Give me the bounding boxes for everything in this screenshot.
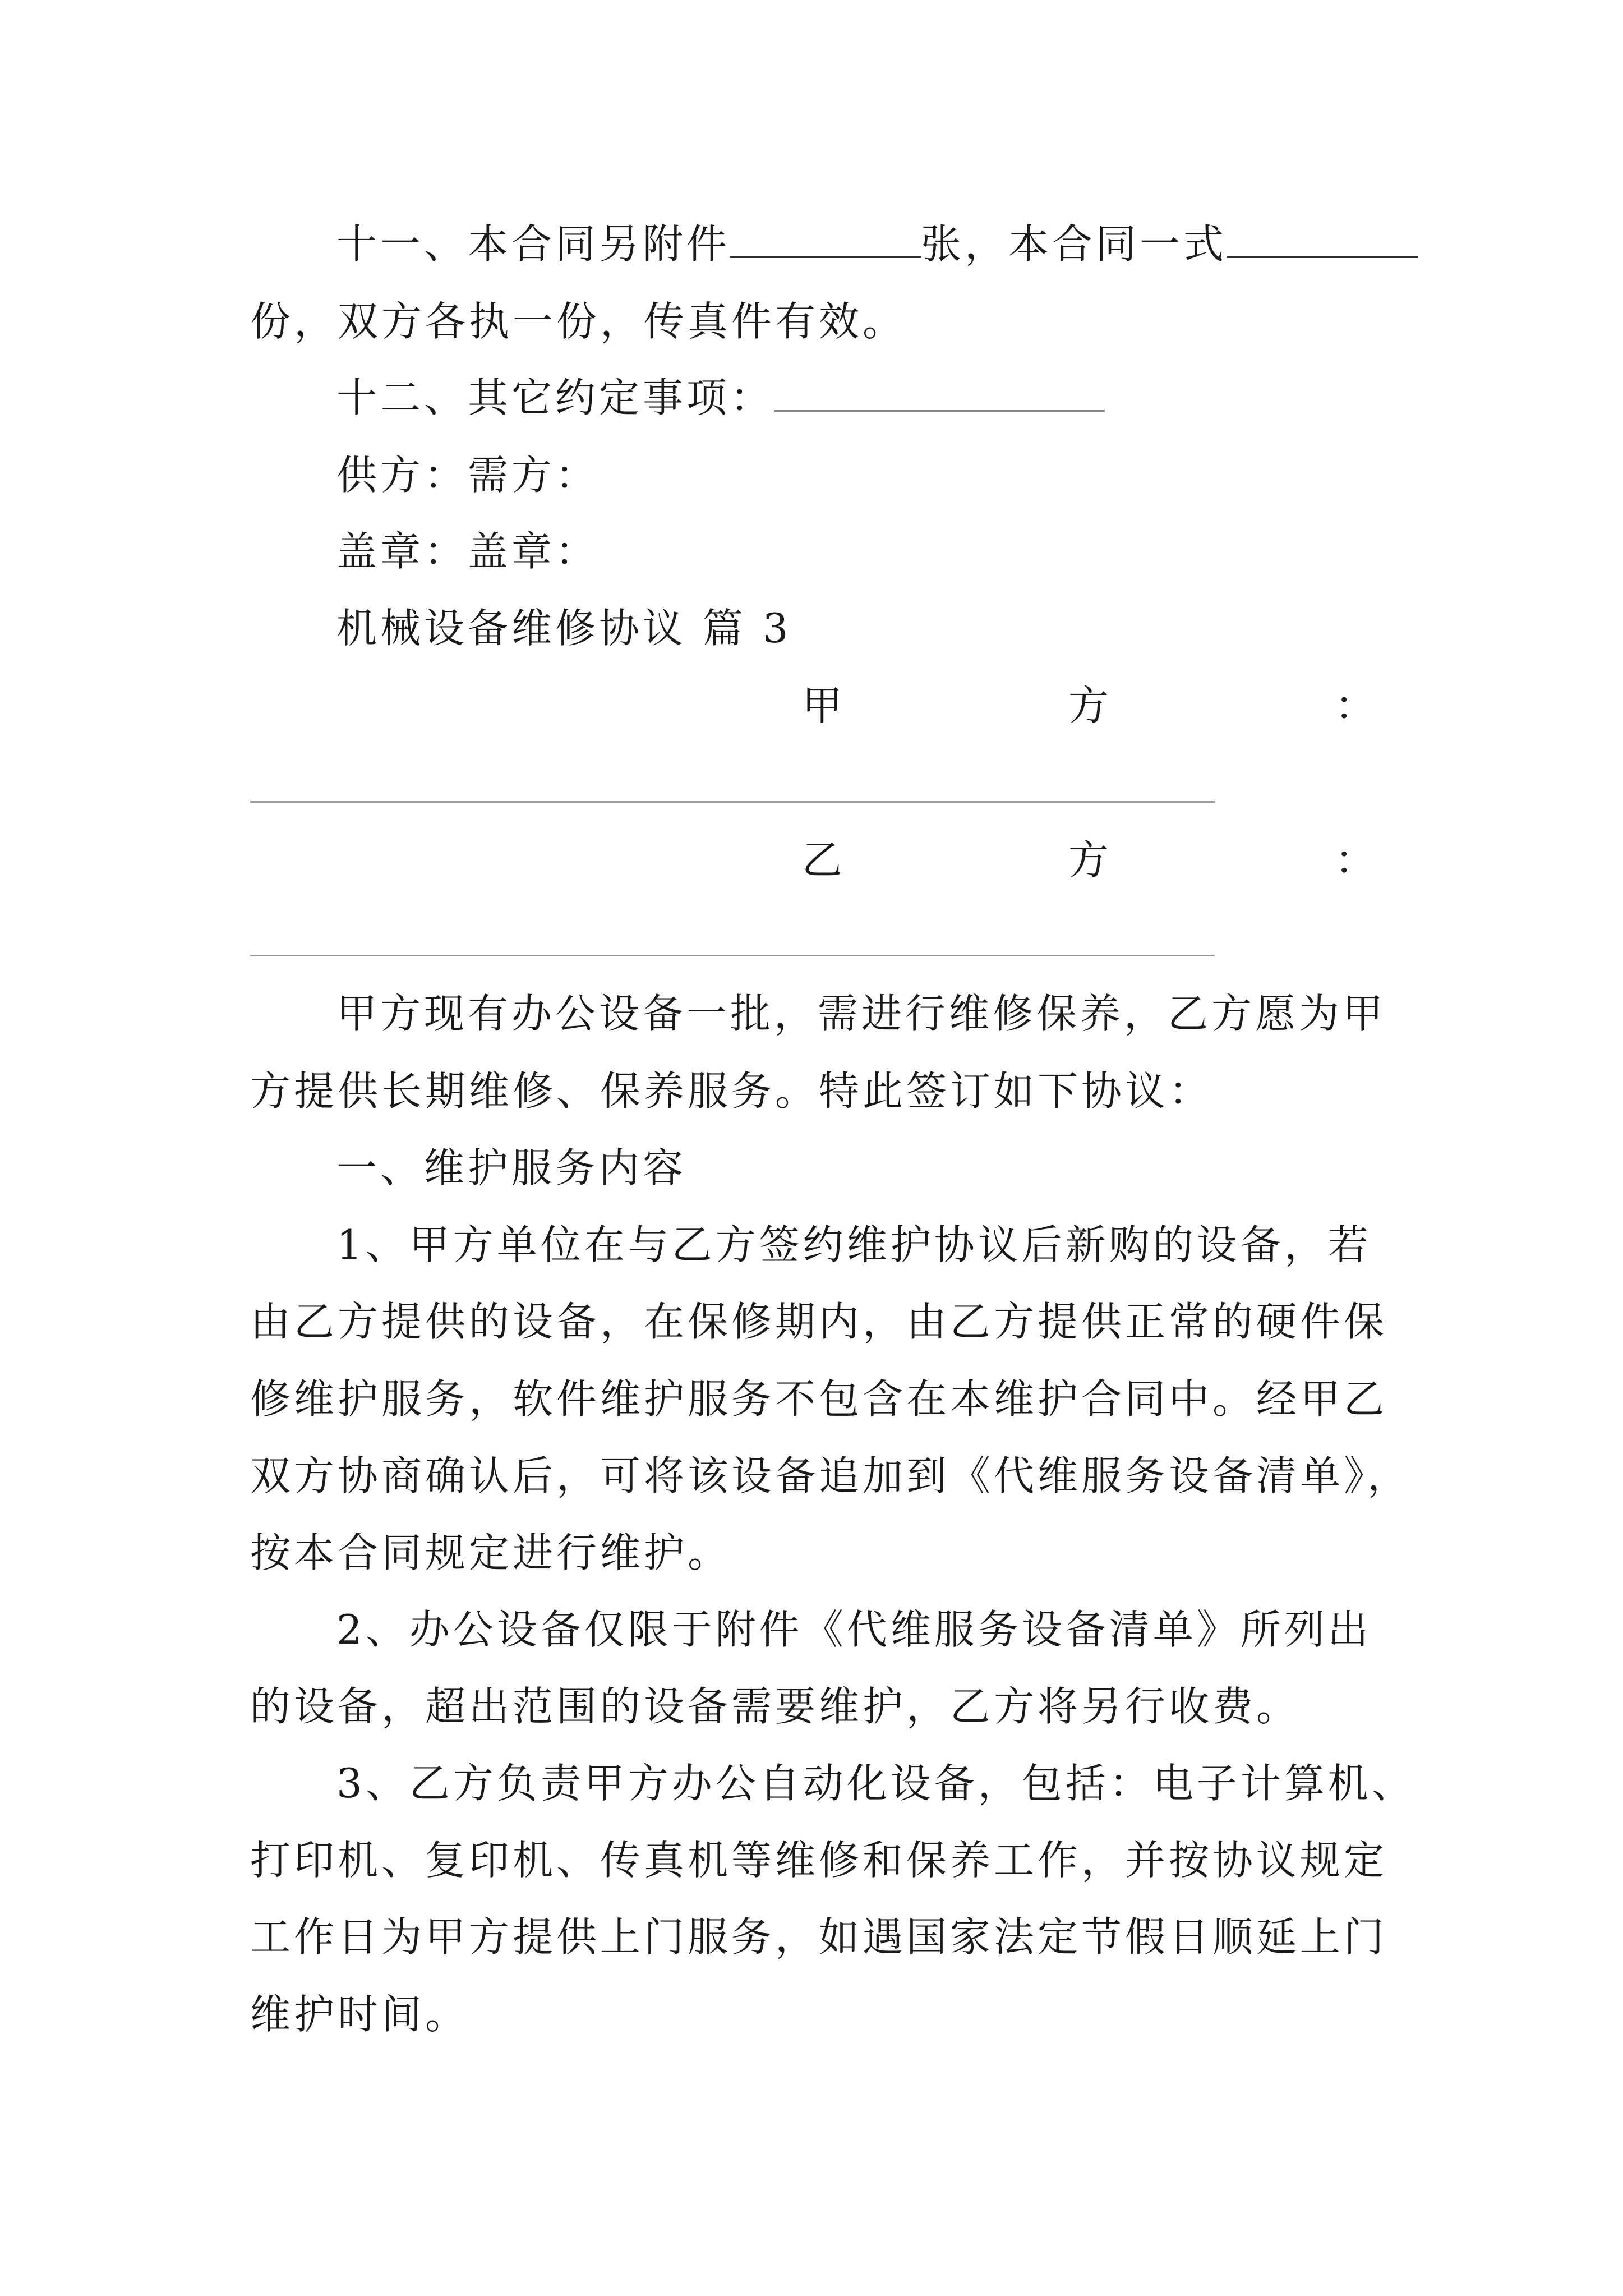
item-1-line-5: 按本合同规定进行维护。 [250,1529,732,1576]
item-3-line-2: 打印机、复印机、传真机等维修和保养工作，并按协议规定 [250,1837,1388,1884]
party-b-colon: ： [1335,836,1376,884]
signature-seals: 盖章：盖章： [336,528,600,575]
party-a-char-2: 方 [1068,682,1109,729]
item-1-line-1: 1、甲方单位在与乙方签约维护协议后新购的设备，若 [336,1221,1372,1268]
item-3-line-1: 3、乙方负责甲方办公自动化设备，包括：电子计算机、 [336,1760,1415,1807]
intro-line-1: 甲方现有办公设备一批，需进行维修保养，乙方愿为甲 [336,990,1387,1037]
clause-11-line-2: 份，双方各执一份，传真件有效。 [250,298,907,345]
attachment-count-blank [730,217,921,258]
party-a-underline [250,801,1215,803]
item-2-line-2: 的设备，超出范围的设备需要维护，乙方将另行收费。 [250,1683,1301,1730]
clause-11-line-1 [336,217,1418,271]
item-3-line-3: 工作日为甲方提供上门服务，如遇国家法定节假日顺延上门 [250,1913,1388,1961]
party-b-char-1: 乙 [802,836,843,884]
item-2-line-1: 2、办公设备仅限于附件《代维服务设备清单》所列出 [336,1606,1372,1653]
party-b-char-2: 方 [1068,836,1109,884]
item-1-line-2: 由乙方提供的设备，在保修期内，由乙方提供正常的硬件保 [250,1298,1388,1345]
party-b-underline [250,955,1215,956]
clause-11-text-1: 十一、本合同另附件 [336,220,731,268]
clause-12-label: 十二、其它约定事项： [336,374,774,421]
item-3-line-4: 维护时间。 [250,1991,469,2038]
signature-parties: 供方：需方： [336,452,600,499]
clause-11-text-2: 张，本合同一式 [921,220,1228,268]
copy-count-blank [1227,217,1418,258]
intro-line-2: 方提供长期维修、保养服务。特此签订如下协议： [250,1068,1213,1115]
section-title: 机械设备维修协议 篇 3 [336,605,792,652]
heading-maintenance-content: 一、维护服务内容 [336,1144,687,1191]
item-1-line-4: 双方协商确认后，可将该设备追加到《代维服务设备清单》， [250,1452,1412,1499]
other-terms-blank [774,371,1105,412]
party-a-colon: ： [1335,682,1376,729]
clause-12-line [336,371,1105,425]
party-a-char-1: 甲 [802,682,843,729]
item-1-line-3: 修维护服务，软件维护服务不包含在本维护合同中。经甲乙 [250,1375,1388,1423]
